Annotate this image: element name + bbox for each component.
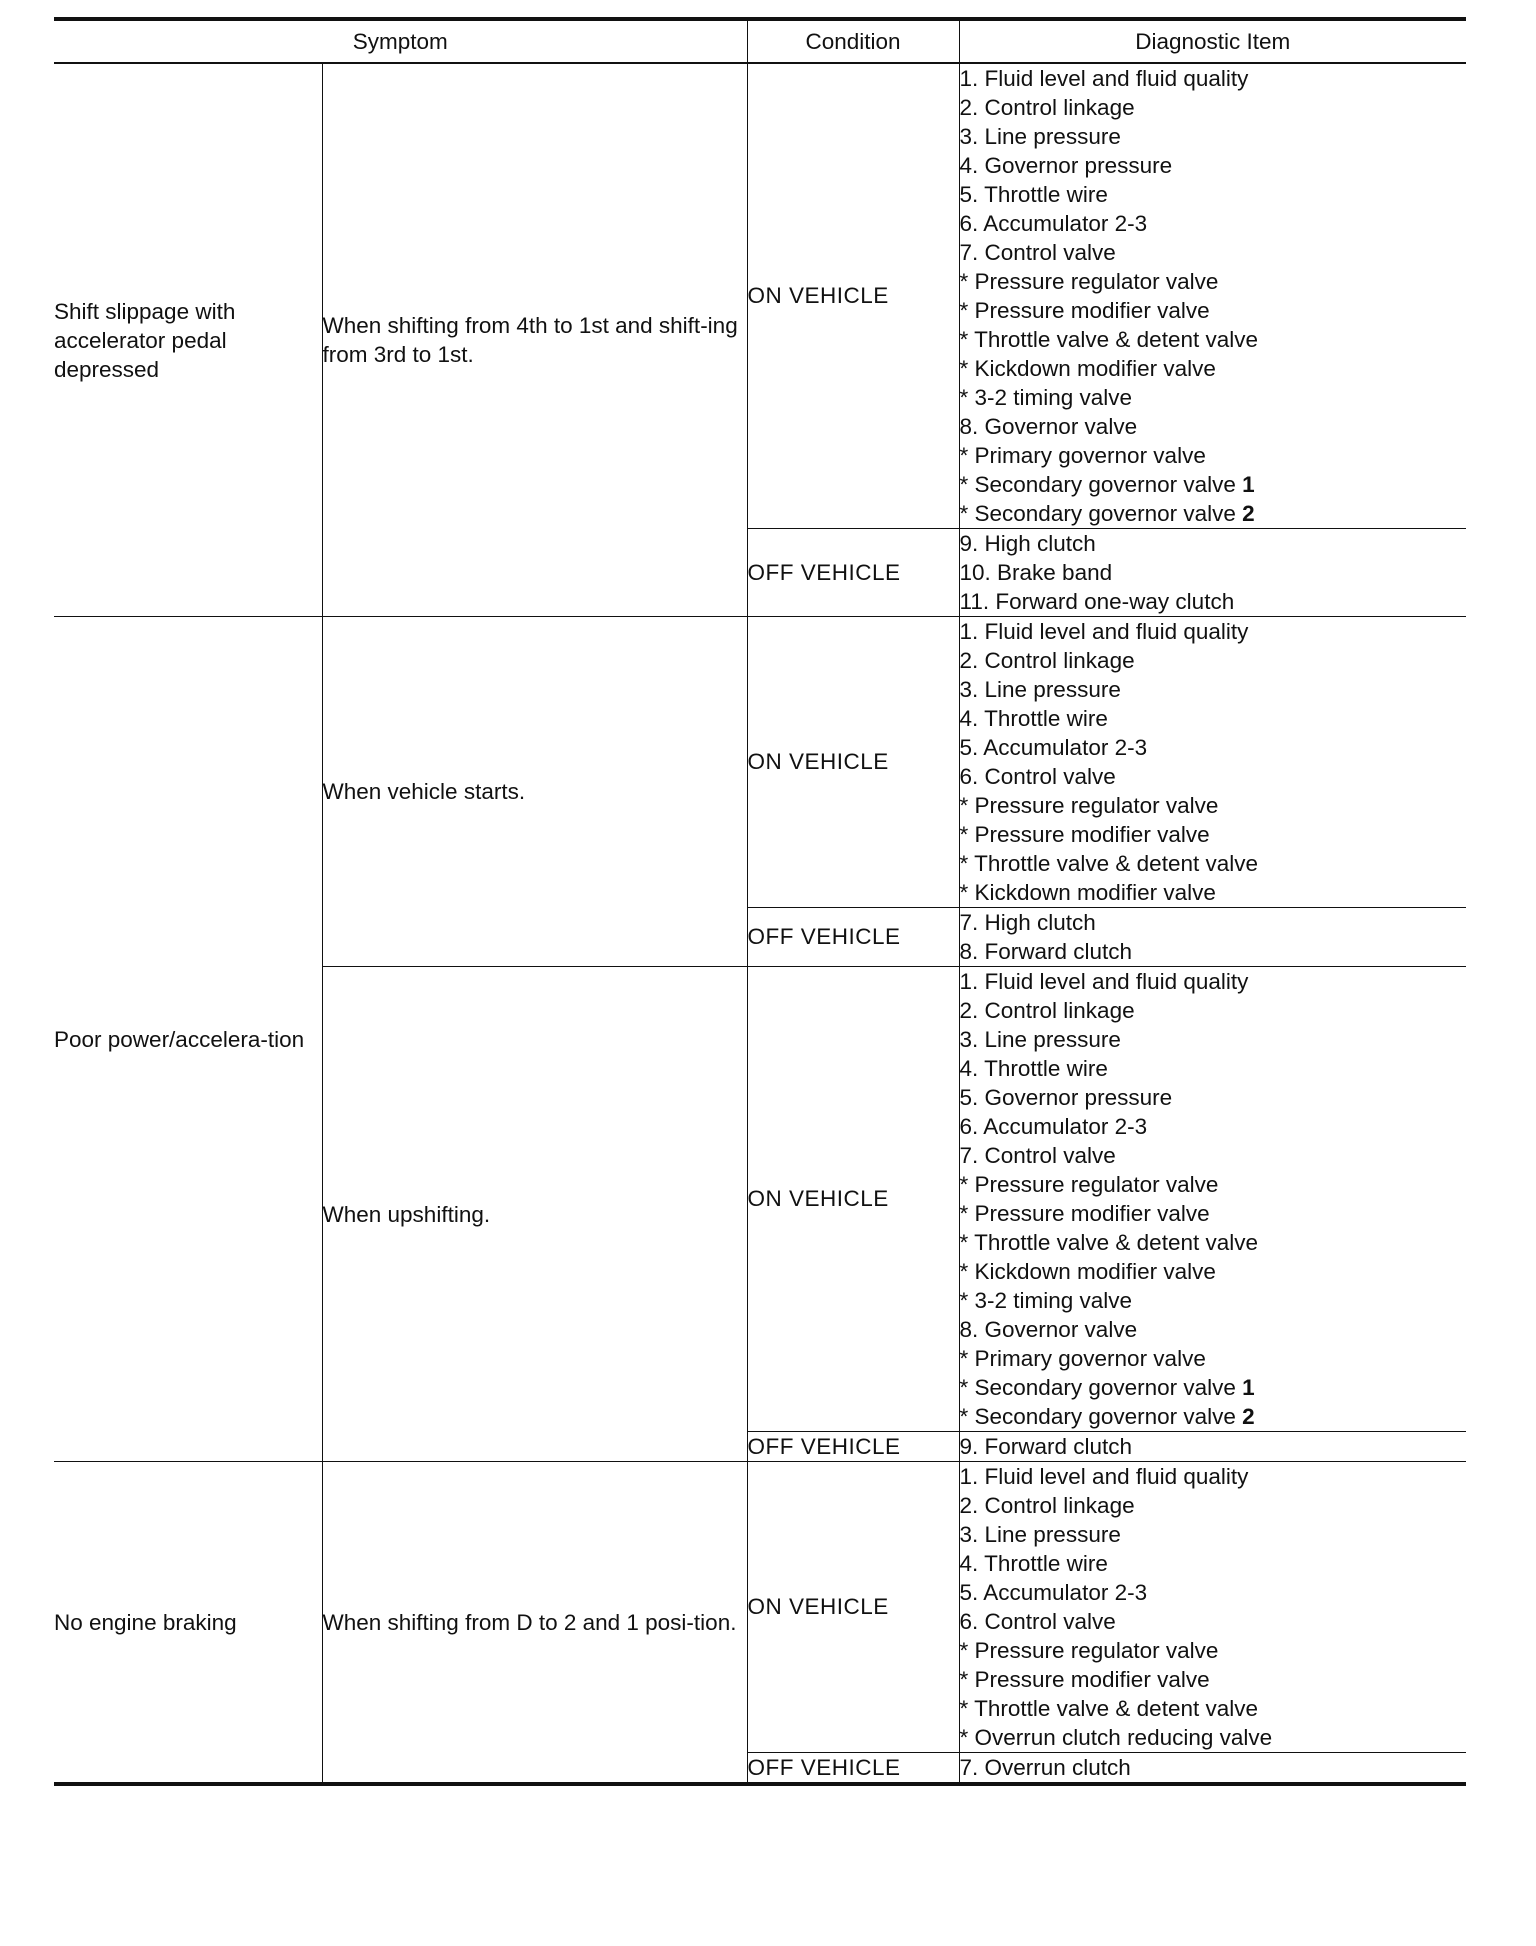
diagnostic-item: 2. Control linkage <box>959 648 1135 673</box>
diagnostic-item: 4. Throttle wire <box>959 1551 1108 1576</box>
symptom-cell: Shift slippage with accelerator pedal depressed <box>54 63 322 617</box>
table-row <box>54 63 1466 529</box>
diagnostic-item: * Pressure regulator valve <box>959 793 1219 818</box>
diagnostic-item: * Primary governor valve <box>959 443 1206 468</box>
diagnostic-items-cell <box>959 1462 1466 1753</box>
symptom-cell: Poor power/accelera-tion <box>54 617 322 1462</box>
diagnostic-item: 2. Control linkage <box>959 95 1135 120</box>
diagnostic-item: * Kickdown modifier valve <box>959 1259 1216 1284</box>
diagnostic-item-text: * Secondary governor valve <box>959 501 1236 526</box>
diagnostic-item: * Overrun clutch reducing valve <box>959 1725 1273 1750</box>
condition-off-vehicle: OFF VEHICLE <box>747 1753 959 1785</box>
diagnostic-item: 5. Accumulator 2-3 <box>959 1580 1148 1605</box>
sub-condition-cell: When shifting from D to 2 and 1 posi-tion. <box>322 1462 747 1785</box>
diagnostic-item <box>960 499 1467 528</box>
diagnostic-item: 8. Forward clutch <box>959 939 1133 964</box>
diagnostic-item: 5. Governor pressure <box>959 1085 1173 1110</box>
header-diagnostic-item: Diagnostic Item <box>959 19 1466 63</box>
diagnostic-item: * Pressure regulator valve <box>959 1638 1219 1663</box>
valve-number: 1 <box>1242 472 1255 497</box>
diagnostic-items-cell <box>959 1432 1466 1462</box>
diagnostic-items-cell <box>959 1753 1466 1785</box>
diagnostic-items-cell <box>959 967 1466 1432</box>
diagnostic-item: 4. Throttle wire <box>959 706 1108 731</box>
diagnostic-item: 10. Brake band <box>959 560 1113 585</box>
valve-number: 2 <box>1242 1404 1255 1429</box>
diagnostic-item: 9. High clutch <box>959 531 1096 556</box>
diagnostic-item: 2. Control linkage <box>959 998 1135 1023</box>
table-row <box>54 1462 1466 1753</box>
condition-off-vehicle: OFF VEHICLE <box>747 908 959 967</box>
diagnostic-items-cell <box>959 529 1466 617</box>
diagnostic-item: * Pressure modifier valve <box>959 1201 1210 1226</box>
diagnostic-item: 1. Fluid level and fluid quality <box>959 66 1249 91</box>
diagnostic-item: 1. Fluid level and fluid quality <box>959 969 1249 994</box>
condition-on-vehicle: ON VEHICLE <box>747 63 959 529</box>
diagnostic-item: 1. Fluid level and fluid quality <box>959 619 1249 644</box>
diagnostic-item: * Pressure modifier valve <box>959 298 1210 323</box>
diagnostic-item: 3. Line pressure <box>959 124 1121 149</box>
diagnostic-item: 3. Line pressure <box>959 1027 1121 1052</box>
condition-on-vehicle: ON VEHICLE <box>747 1462 959 1753</box>
diagnostic-item: 2. Control linkage <box>959 1493 1135 1518</box>
diagnostic-item-text: * Secondary governor valve <box>959 1404 1236 1429</box>
diagnostic-item <box>960 1373 1467 1402</box>
diagnostic-item: * Throttle valve & detent valve <box>959 1230 1258 1255</box>
diagnostic-item: 6. Accumulator 2-3 <box>959 211 1148 236</box>
diagnostic-item: * 3-2 timing valve <box>959 1288 1133 1313</box>
diagnostic-items-cell <box>959 908 1466 967</box>
diagnostic-item: 6. Control valve <box>959 764 1116 789</box>
symptom-cell: No engine braking <box>54 1462 322 1785</box>
diagnostic-item: * Pressure modifier valve <box>959 822 1210 847</box>
diagnostic-item: 6. Accumulator 2-3 <box>959 1114 1148 1139</box>
header-condition: Condition <box>747 19 959 63</box>
diagnostic-items-cell <box>959 617 1466 908</box>
diagnostic-item: * Kickdown modifier valve <box>959 356 1216 381</box>
diagnostic-item: 3. Line pressure <box>959 1522 1121 1547</box>
diagnostic-item: 5. Accumulator 2-3 <box>959 735 1148 760</box>
diagnostic-item: * Pressure regulator valve <box>959 1172 1219 1197</box>
condition-off-vehicle: OFF VEHICLE <box>747 1432 959 1462</box>
diagnostic-item: * 3-2 timing valve <box>959 385 1133 410</box>
diagnostic-item: 6. Control valve <box>959 1609 1116 1634</box>
condition-on-vehicle: ON VEHICLE <box>747 617 959 908</box>
header-symptom: Symptom <box>54 19 747 63</box>
diagnostic-item: * Throttle valve & detent valve <box>959 1696 1258 1721</box>
condition-off-vehicle: OFF VEHICLE <box>747 529 959 617</box>
diagnostic-item: 3. Line pressure <box>959 677 1121 702</box>
diagnostic-item: 11. Forward one-way clutch <box>959 589 1235 614</box>
header-row <box>54 19 1466 63</box>
diagnostic-item: 1. Fluid level and fluid quality <box>959 1464 1249 1489</box>
diagnostic-item: * Throttle valve & detent valve <box>959 327 1258 352</box>
diagnostic-item <box>960 1402 1467 1431</box>
diagnostic-item: 4. Throttle wire <box>959 1056 1108 1081</box>
diagnostic-item: 5. Throttle wire <box>959 182 1108 207</box>
diagnostic-item-text: * Secondary governor valve <box>959 1375 1236 1400</box>
diagnostic-item: 8. Governor valve <box>959 414 1138 439</box>
diagnostic-item: * Primary governor valve <box>959 1346 1206 1371</box>
sub-condition-cell: When shifting from 4th to 1st and shift-ing from 3rd to 1st. <box>322 63 747 617</box>
diagnostic-item: * Throttle valve & detent valve <box>959 851 1258 876</box>
diagnostic-item <box>960 470 1467 499</box>
diagnostic-item: * Pressure regulator valve <box>959 269 1219 294</box>
diagnostic-item: 8. Governor valve <box>959 1317 1138 1342</box>
condition-on-vehicle: ON VEHICLE <box>747 967 959 1432</box>
valve-number: 2 <box>1242 501 1255 526</box>
diagnostic-item: 7. Overrun clutch <box>959 1755 1131 1780</box>
sub-condition-cell: When upshifting. <box>322 967 747 1462</box>
diagnostic-item: 9. Forward clutch <box>959 1434 1133 1459</box>
diagnostic-item: * Pressure modifier valve <box>959 1667 1210 1692</box>
diagnostic-item: 7. Control valve <box>959 240 1116 265</box>
sub-condition-cell: When vehicle starts. <box>322 617 747 967</box>
diagnostic-items-cell <box>959 63 1466 529</box>
diagnostic-item: 4. Governor pressure <box>959 153 1173 178</box>
table-row <box>54 617 1466 908</box>
valve-number: 1 <box>1242 1375 1255 1400</box>
diagnostic-item: 7. High clutch <box>959 910 1096 935</box>
diagnostic-item: 7. Control valve <box>959 1143 1116 1168</box>
diagnostic-table-page <box>54 17 1466 1786</box>
diagnostic-item: * Kickdown modifier valve <box>959 880 1216 905</box>
diagnostic-item-text: * Secondary governor valve <box>959 472 1236 497</box>
diagnostic-table <box>54 17 1466 1786</box>
